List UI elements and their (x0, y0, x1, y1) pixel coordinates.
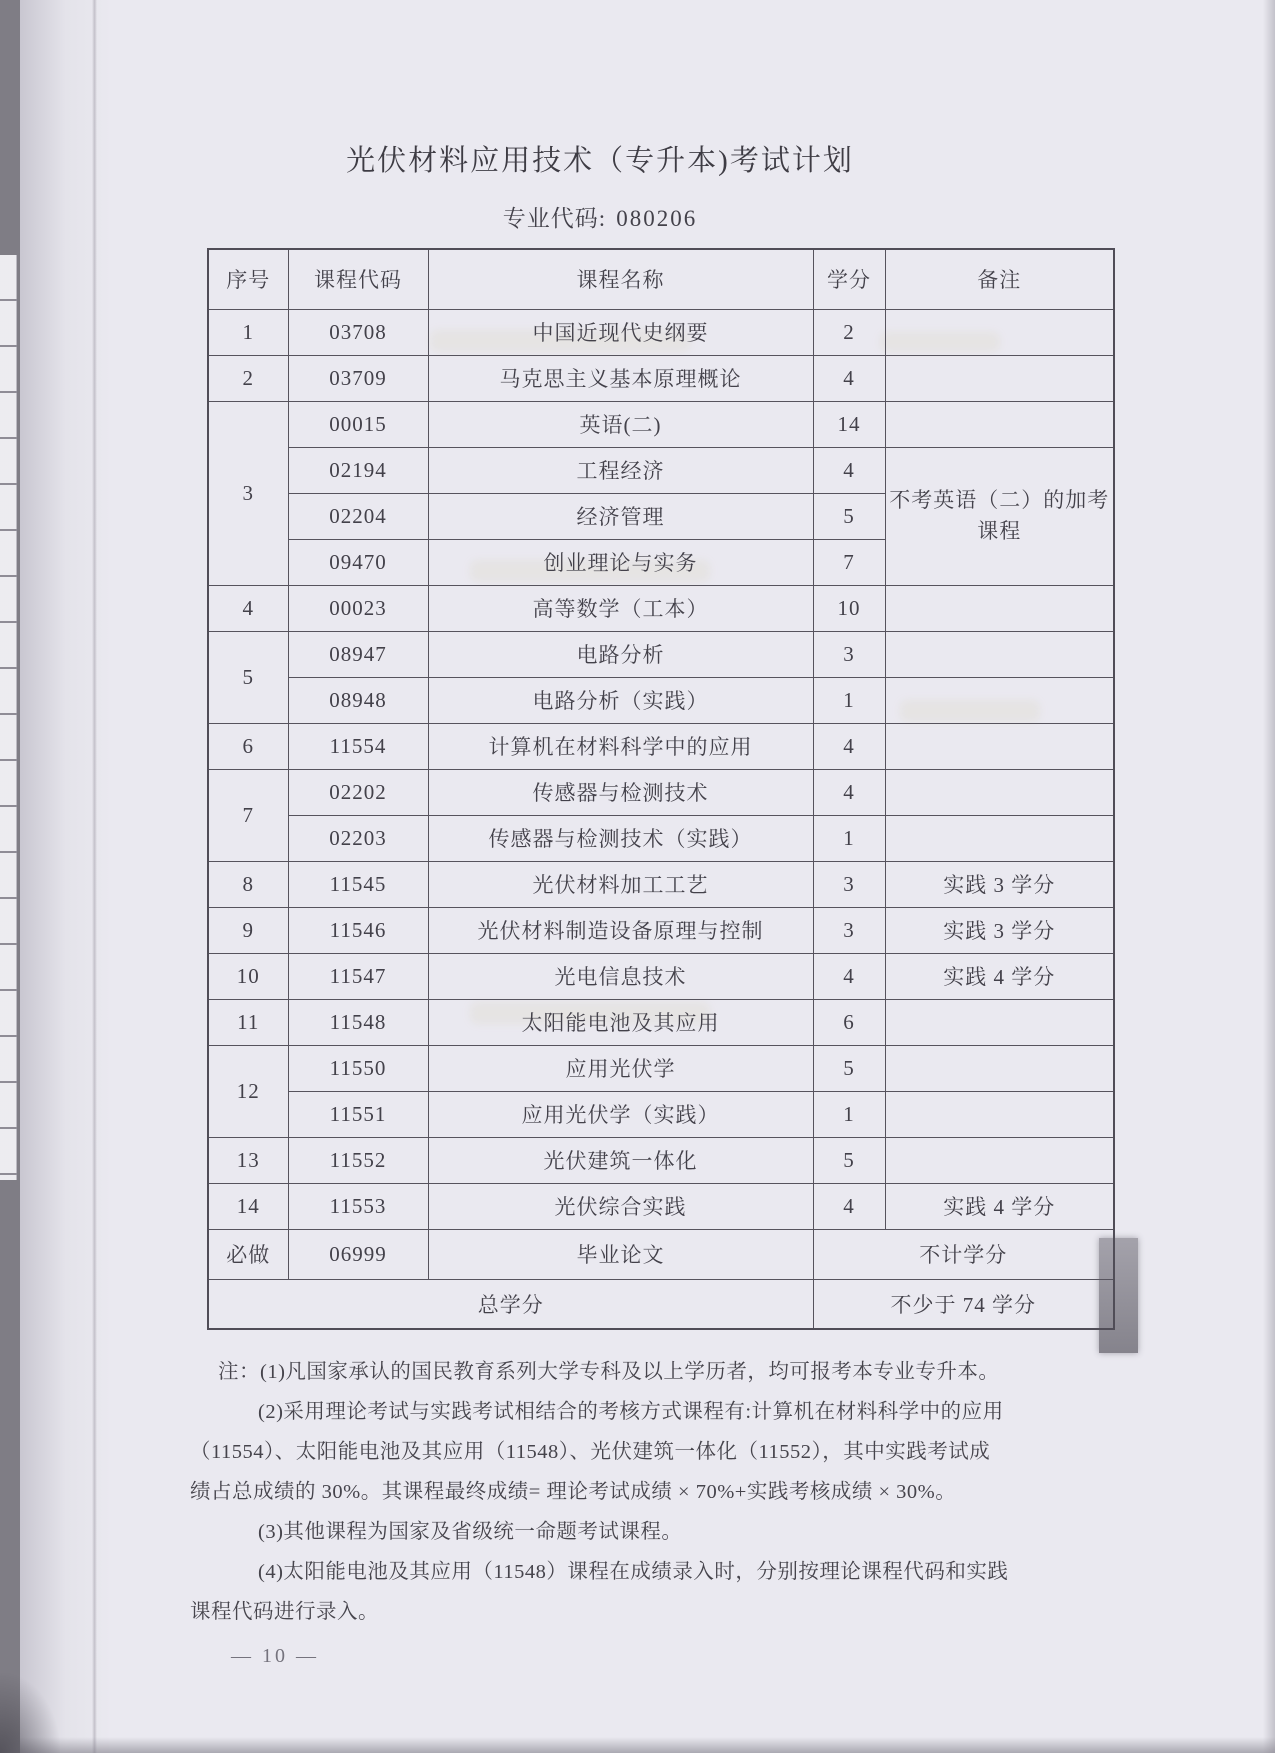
course-name: 高等数学（工本） (428, 585, 813, 631)
course-credits: 3 (813, 631, 885, 677)
thesis-row (208, 1229, 1114, 1279)
row-no: 10 (208, 953, 288, 999)
course-row (208, 999, 1114, 1045)
row-no: 3 (208, 401, 288, 585)
course-name: 工程经济 (428, 447, 813, 493)
course-credits: 10 (813, 585, 885, 631)
course-name: 应用光伏学 (428, 1045, 813, 1091)
course-name: 毕业论文 (428, 1229, 813, 1279)
row-no: 5 (208, 631, 288, 723)
course-code: 11552 (288, 1137, 428, 1183)
course-code: 03708 (288, 309, 428, 355)
bleed-through-table-edge (0, 255, 17, 1180)
course-row (208, 1183, 1114, 1229)
course-code: 11551 (288, 1091, 428, 1137)
course-remark (885, 1137, 1114, 1183)
practice-credits-remark: 实践 3 学分 (885, 861, 1114, 907)
course-name: 英语(二) (428, 401, 813, 447)
table-header-row (208, 249, 1114, 309)
course-remark (885, 401, 1114, 447)
course-name: 中国近现代史纲要 (428, 309, 813, 355)
note-line: (3)其他课程为国家及省级统一命题考试课程。 (258, 1521, 683, 1543)
row-no: 1 (208, 309, 288, 355)
thesis-credits-remark: 不计学分 (813, 1229, 1114, 1279)
page-number: — 10 — (231, 1645, 319, 1667)
row-no: 14 (208, 1183, 288, 1229)
course-remark (885, 585, 1114, 631)
course-row (208, 355, 1114, 401)
course-credits: 1 (813, 815, 885, 861)
course-remark (885, 815, 1114, 861)
course-credits: 3 (813, 907, 885, 953)
major-code-line (170, 200, 1030, 233)
course-credits: 4 (813, 1183, 885, 1229)
course-name: 应用光伏学（实践） (428, 1091, 813, 1137)
page-edge-shadow (20, 0, 112, 1753)
total-credits-label: 总学分 (208, 1279, 813, 1329)
course-credits: 6 (813, 999, 885, 1045)
course-credits: 5 (813, 1137, 885, 1183)
course-name: 光伏材料制造设备原理与控制 (428, 907, 813, 953)
course-code: 02202 (288, 769, 428, 815)
note-line: 课程代码进行录入。 (190, 1601, 379, 1623)
row-no: 4 (208, 585, 288, 631)
course-name: 太阳能电池及其应用 (428, 999, 813, 1045)
row-no: 11 (208, 999, 288, 1045)
course-code: 02203 (288, 815, 428, 861)
note-line: 绩占总成绩的 30%。其课程最终成绩= 理论考试成绩 × 70%+实践考核成绩 × 30%。 (190, 1481, 957, 1503)
course-name: 经济管理 (428, 493, 813, 539)
course-name: 计算机在材料科学中的应用 (428, 723, 813, 769)
course-row (208, 907, 1114, 953)
row-no: 必做 (208, 1229, 288, 1279)
course-code: 11554 (288, 723, 428, 769)
course-credits: 3 (813, 861, 885, 907)
course-row (208, 815, 1114, 861)
scanner-edge-right (1263, 0, 1275, 1753)
course-credits: 2 (813, 309, 885, 355)
scanner-corner-shadow (0, 1673, 60, 1753)
course-row (208, 953, 1114, 999)
course-remark (885, 355, 1114, 401)
note-line: (4)太阳能电池及其应用（11548）课程在成绩录入时，分别按理论课程代码和实践 (258, 1561, 1009, 1583)
course-row (208, 309, 1114, 355)
note-line: (2)采用理论考试与实践考试相结合的考核方式课程有:计算机在材料科学中的应用 (258, 1401, 1004, 1423)
course-code: 08947 (288, 631, 428, 677)
course-row (208, 585, 1114, 631)
course-row (208, 631, 1114, 677)
course-code: 00023 (288, 585, 428, 631)
col-header-credits: 学分 (813, 249, 885, 309)
practice-credits-remark: 实践 3 学分 (885, 907, 1114, 953)
course-row (208, 1091, 1114, 1137)
major-code-label: 专业代码: (502, 206, 607, 231)
scanner-edge-bottom (0, 1737, 1275, 1753)
practice-credits-remark: 实践 4 学分 (885, 1183, 1114, 1229)
course-code: 02204 (288, 493, 428, 539)
course-code: 00015 (288, 401, 428, 447)
col-header-name: 课程名称 (428, 249, 813, 309)
course-remark (885, 1091, 1114, 1137)
course-name: 传感器与检测技术（实践） (428, 815, 813, 861)
row-no: 12 (208, 1045, 288, 1137)
course-credits: 14 (813, 401, 885, 447)
course-row (208, 861, 1114, 907)
course-code: 02194 (288, 447, 428, 493)
course-code: 08948 (288, 677, 428, 723)
course-credits: 7 (813, 539, 885, 585)
course-code: 11546 (288, 907, 428, 953)
course-name: 电路分析 (428, 631, 813, 677)
course-credits: 1 (813, 677, 885, 723)
course-code: 06999 (288, 1229, 428, 1279)
course-row (208, 447, 1114, 493)
course-code: 09470 (288, 539, 428, 585)
course-name: 创业理论与实务 (428, 539, 813, 585)
course-name: 光伏建筑一体化 (428, 1137, 813, 1183)
course-remark (885, 1045, 1114, 1091)
course-row (208, 769, 1114, 815)
practice-credits-remark: 实践 4 学分 (885, 953, 1114, 999)
course-name: 光伏综合实践 (428, 1183, 813, 1229)
course-code: 11545 (288, 861, 428, 907)
course-name: 光电信息技术 (428, 953, 813, 999)
note-line: 注：(1)凡国家承认的国民教育系列大学专科及以上学历者，均可报考本专业专升本。 (218, 1361, 1000, 1383)
course-code: 11550 (288, 1045, 428, 1091)
col-header-code: 课程代码 (288, 249, 428, 309)
row-no: 6 (208, 723, 288, 769)
page-fold-line (92, 0, 97, 1753)
row-no: 9 (208, 907, 288, 953)
course-credits: 4 (813, 953, 885, 999)
course-remark (885, 631, 1114, 677)
course-remark (885, 309, 1114, 355)
course-name: 传感器与检测技术 (428, 769, 813, 815)
course-row (208, 401, 1114, 447)
course-remark (885, 723, 1114, 769)
course-credits: 1 (813, 1091, 885, 1137)
course-row (208, 723, 1114, 769)
course-remark (885, 999, 1114, 1045)
col-header-remark: 备注 (885, 249, 1114, 309)
col-header-no: 序号 (208, 249, 288, 309)
exam-plan-table (207, 248, 1115, 1330)
course-credits: 5 (813, 1045, 885, 1091)
row-no: 2 (208, 355, 288, 401)
course-credits: 4 (813, 769, 885, 815)
course-row (208, 677, 1114, 723)
course-name: 电路分析（实践） (428, 677, 813, 723)
extra-exam-remark: 不考英语（二）的加考课程 (885, 447, 1114, 585)
note-line: （11554）、太阳能电池及其应用（11548）、光伏建筑一体化（11552），其中实践考试成 (190, 1441, 991, 1463)
course-code: 11553 (288, 1183, 428, 1229)
course-name: 马克思主义基本原理概论 (428, 355, 813, 401)
course-code: 03709 (288, 355, 428, 401)
course-code: 11547 (288, 953, 428, 999)
course-credits: 4 (813, 447, 885, 493)
notes-block (190, 1352, 1030, 1632)
course-row (208, 1045, 1114, 1091)
total-credits-value: 不少于 74 学分 (813, 1279, 1114, 1329)
course-remark (885, 677, 1114, 723)
course-row (208, 1137, 1114, 1183)
course-name: 光伏材料加工工艺 (428, 861, 813, 907)
course-credits: 4 (813, 355, 885, 401)
course-code: 11548 (288, 999, 428, 1045)
row-no: 13 (208, 1137, 288, 1183)
page-title: 光伏材料应用技术（专升本)考试计划 (346, 145, 854, 177)
row-no: 8 (208, 861, 288, 907)
course-credits: 4 (813, 723, 885, 769)
course-remark (885, 769, 1114, 815)
row-no: 7 (208, 769, 288, 861)
total-credits-row (208, 1279, 1114, 1329)
course-credits: 5 (813, 493, 885, 539)
major-code-value: 080206 (616, 206, 698, 231)
